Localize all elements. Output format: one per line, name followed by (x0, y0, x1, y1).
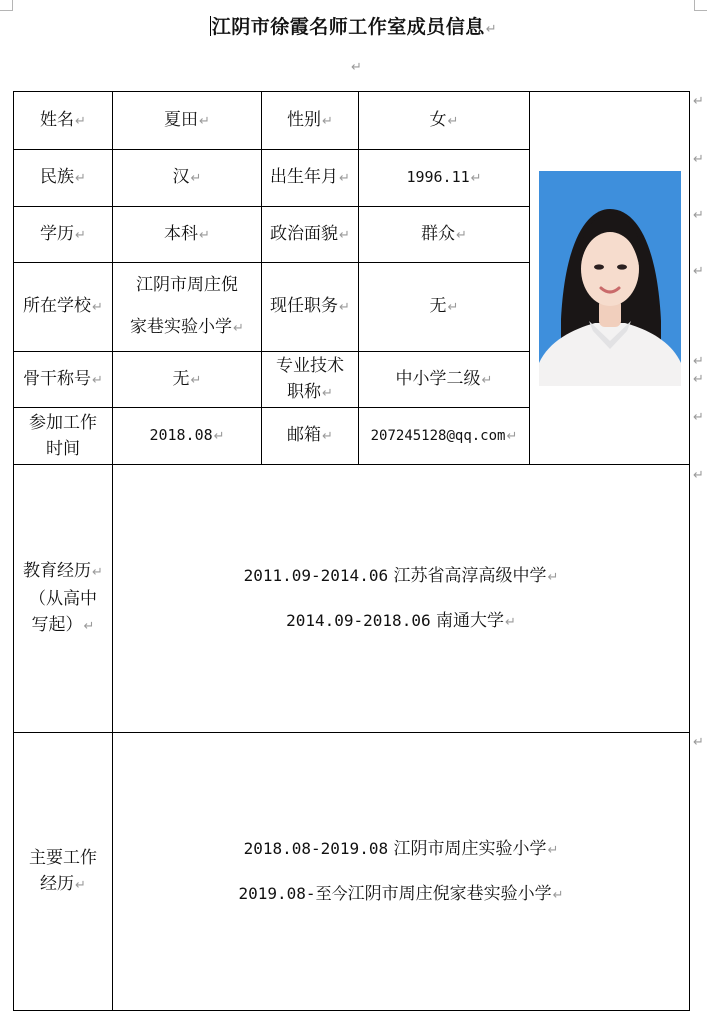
position-label-cell: 现任职务↵ (262, 263, 359, 352)
row-end-mark-icon: ↵ (693, 372, 704, 387)
title-value-cell[interactable]: 中小学二级↵ (359, 352, 530, 408)
return-mark-icon: ↵ (75, 171, 86, 186)
return-mark-icon: ↵ (505, 614, 516, 630)
return-mark-icon: ↵ (547, 569, 559, 585)
return-mark-icon: ↵ (547, 842, 559, 858)
ethnicity-label-cell: 民族↵ (14, 150, 113, 207)
page-corner-mark-right (694, 0, 707, 11)
list-item: 2014.09-2018.06 南通大学↵ (286, 610, 516, 631)
return-mark-icon: ↵ (456, 227, 467, 243)
gender-value-cell[interactable]: 女↵ (359, 92, 530, 150)
return-mark-icon: ↵ (339, 171, 350, 186)
table-row (14, 465, 690, 733)
name-value-cell[interactable]: 夏田↵ (113, 92, 262, 150)
member-photo (539, 171, 681, 386)
return-mark-icon: ↵ (322, 385, 333, 401)
document-title[interactable] (0, 12, 707, 39)
return-mark-icon: ↵ (92, 300, 103, 315)
school-value-cell[interactable]: 江阴市周庄倪 家巷实验小学↵ (113, 263, 262, 352)
return-mark-icon: ↵ (199, 113, 210, 129)
row-end-mark-icon: ↵ (693, 735, 704, 750)
email-value-cell[interactable]: 207245128@qq.com↵ (359, 408, 530, 465)
birth-value-cell[interactable]: 1996.11↵ (359, 150, 530, 207)
table-row (14, 733, 690, 1011)
backbone-value-cell[interactable]: 无↵ (113, 352, 262, 408)
text-cursor (210, 16, 211, 36)
return-mark-icon: ↵ (190, 171, 202, 186)
return-mark-icon: ↵ (83, 618, 95, 634)
school-label-cell: 所在学校↵ (14, 263, 113, 352)
return-mark-icon: ↵ (506, 429, 518, 444)
title-label-cell: 专业技术 职称↵ (262, 352, 359, 408)
education-value-cell[interactable]: 本科↵ (113, 207, 262, 263)
return-mark-icon: ↵ (75, 877, 86, 893)
ethnicity-value-cell[interactable]: 汉↵ (113, 150, 262, 207)
title-text: 江阴市徐霞名师工作室成员信息 (211, 16, 485, 38)
position-value-cell[interactable]: 无↵ (359, 263, 530, 352)
list-item: 2019.08-至今江阴市周庄倪家巷实验小学↵ (238, 883, 564, 904)
list-item: 2018.08-2019.08 江阴市周庄实验小学↵ (243, 838, 559, 859)
political-label-cell: 政治面貌↵ (262, 207, 359, 263)
return-mark-icon: ↵ (339, 227, 350, 243)
return-mark-icon: ↵ (213, 429, 225, 444)
page-corner-mark-left (0, 0, 13, 11)
return-mark-icon: ↵ (92, 372, 103, 388)
photo-cell[interactable] (530, 92, 690, 465)
list-item: 2011.09-2014.06 江苏省高淳高级中学↵ (243, 565, 559, 586)
return-mark-icon: ↵ (447, 113, 459, 129)
return-mark-icon: ↵ (75, 113, 86, 129)
row-end-mark-icon: ↵ (693, 264, 704, 279)
row-end-mark-icon: ↵ (693, 354, 704, 369)
return-mark-icon: ↵ (470, 171, 482, 186)
return-mark-icon: ↵ (233, 321, 244, 336)
return-mark-icon: ↵ (485, 22, 498, 37)
return-mark-icon: ↵ (75, 227, 86, 243)
return-mark-icon: ↵ (322, 113, 333, 129)
row-end-mark-icon: ↵ (693, 94, 704, 109)
education-history-label-cell: 教育经历↵ （从高中 写起）↵ (14, 465, 113, 733)
return-mark-icon: ↵ (322, 429, 333, 444)
row-end-mark-icon: ↵ (693, 468, 704, 483)
table-row (14, 92, 690, 150)
education-history-cell[interactable] (113, 465, 690, 733)
email-label-cell: 邮箱↵ (262, 408, 359, 465)
political-value-cell[interactable]: 群众↵ (359, 207, 530, 263)
return-mark-icon: ↵ (199, 227, 210, 243)
return-mark-icon: ↵ (351, 60, 362, 75)
return-mark-icon: ↵ (190, 372, 202, 388)
return-mark-icon: ↵ (447, 300, 459, 315)
work-history-label-cell: 主要工作 经历↵ (14, 733, 113, 1011)
gender-label-cell: 性别↵ (262, 92, 359, 150)
name-label-cell: 姓名↵ (14, 92, 113, 150)
birth-label-cell: 出生年月↵ (262, 150, 359, 207)
row-end-mark-icon: ↵ (693, 410, 704, 425)
portrait-illustration (539, 171, 681, 386)
work-history-cell[interactable] (113, 733, 690, 1011)
work-start-value-cell[interactable]: 2018.08↵ (113, 408, 262, 465)
row-end-mark-icon: ↵ (693, 152, 704, 167)
education-label-cell: 学历↵ (14, 207, 113, 263)
work-start-label-cell: 参加工作 时间 (14, 408, 113, 465)
member-info-table (13, 91, 690, 1011)
return-mark-icon: ↵ (339, 300, 350, 315)
row-end-mark-icon: ↵ (693, 208, 704, 223)
return-mark-icon: ↵ (552, 887, 564, 903)
return-mark-icon: ↵ (92, 564, 103, 580)
return-mark-icon: ↵ (481, 372, 493, 388)
backbone-label-cell: 骨干称号↵ (14, 352, 113, 408)
